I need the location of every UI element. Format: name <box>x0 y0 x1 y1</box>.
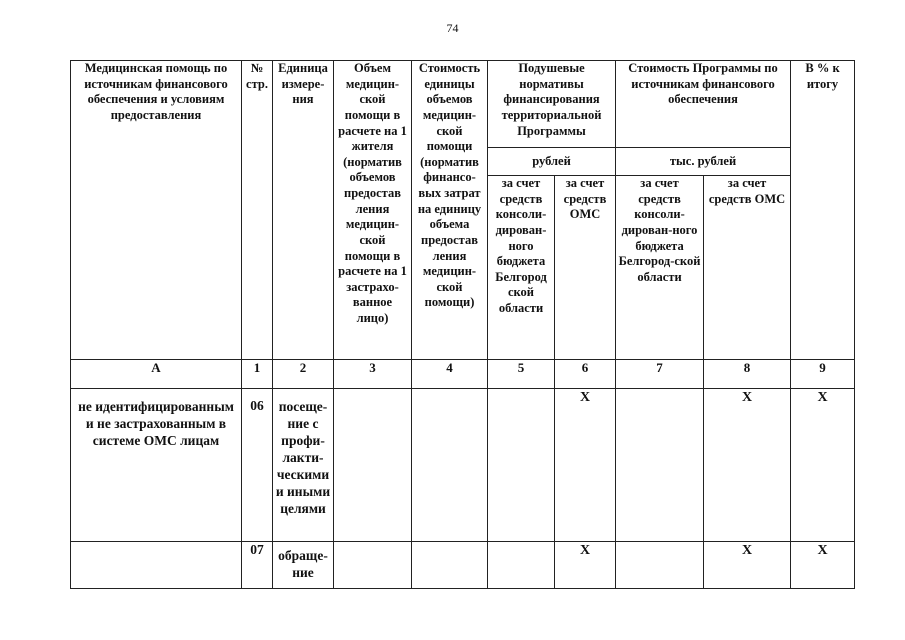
cell-unit-cost <box>412 389 488 542</box>
header-volume: Объем медицин-ской помощи в расчете на 1 жителя (норматив объемов предостав ления медицин-ской помощи в расчете на 1 застрахо-ванное лицо) <box>334 61 412 360</box>
cell-unit-cost <box>412 542 488 589</box>
header-unit: Единица измере-ния <box>273 61 334 360</box>
header-care-type: Медицинская помощь по источникам финансового обеспечения и условиям предоставления <box>71 61 242 360</box>
row-label <box>71 542 242 589</box>
cell-oms-cost: Х <box>704 542 791 589</box>
financing-table <box>70 60 855 589</box>
index-7: 7 <box>616 360 704 389</box>
index-1: 1 <box>242 360 273 389</box>
header-per-capita-norms: Подушевые нормативы финансирования территориальной Программы <box>488 61 616 148</box>
row-unit: посеще-ние с профи-лакти-ческими и иными целями <box>273 389 334 542</box>
page-number: 74 <box>446 21 459 35</box>
table-row <box>71 389 855 542</box>
index-2: 2 <box>273 360 334 389</box>
index-3: 3 <box>334 360 412 389</box>
cell-budget-cost <box>616 389 704 542</box>
row-number: 07 <box>242 542 273 589</box>
header-unit-thousand-rubles: тыс. рублей <box>616 148 791 176</box>
table-row <box>71 542 855 589</box>
header-row-number: № стр. <box>242 61 273 360</box>
cell-budget-cost <box>616 542 704 589</box>
index-a: А <box>71 360 242 389</box>
header-row-1 <box>71 61 855 148</box>
cell-volume <box>334 542 412 589</box>
index-4: 4 <box>412 360 488 389</box>
row-unit: обраще-ние <box>273 542 334 589</box>
header-budget-cost: за счет средств консоли-дирован-ного бюджета Белгород-ской области <box>616 176 704 360</box>
row-number: 06 <box>242 389 273 542</box>
header-budget-per-capita: за счет средств консоли-дирован-ного бюджета Белгород ской области <box>488 176 555 360</box>
header-oms-cost: за счет средств ОМС <box>704 176 791 360</box>
header-oms-per-capita: за счет средств ОМС <box>555 176 616 360</box>
index-8: 8 <box>704 360 791 389</box>
cell-oms-cost: Х <box>704 389 791 542</box>
cell-oms-per-capita: Х <box>555 389 616 542</box>
index-9: 9 <box>791 360 855 389</box>
cell-budget-per-capita <box>488 542 555 589</box>
cell-oms-per-capita: Х <box>555 542 616 589</box>
index-5: 5 <box>488 360 555 389</box>
header-percent-of-total: В % к итогу <box>791 61 855 360</box>
header-program-cost: Стоимость Программы по источникам финансового обеспечения <box>616 61 791 148</box>
header-unit-rubles: рублей <box>488 148 616 176</box>
cell-percent: Х <box>791 542 855 589</box>
header-unit-cost: Стоимость единицы объемов медицин-ской помощи (норматив финансо-вых затрат на единицу объема предостав ления медицин-ской помощи) <box>412 61 488 360</box>
cell-percent: Х <box>791 389 855 542</box>
cell-budget-per-capita <box>488 389 555 542</box>
column-index-row <box>71 360 855 389</box>
row-label: не идентифицированным и не застрахованным в системе ОМС лицам <box>71 389 242 542</box>
cell-volume <box>334 389 412 542</box>
index-6: 6 <box>555 360 616 389</box>
